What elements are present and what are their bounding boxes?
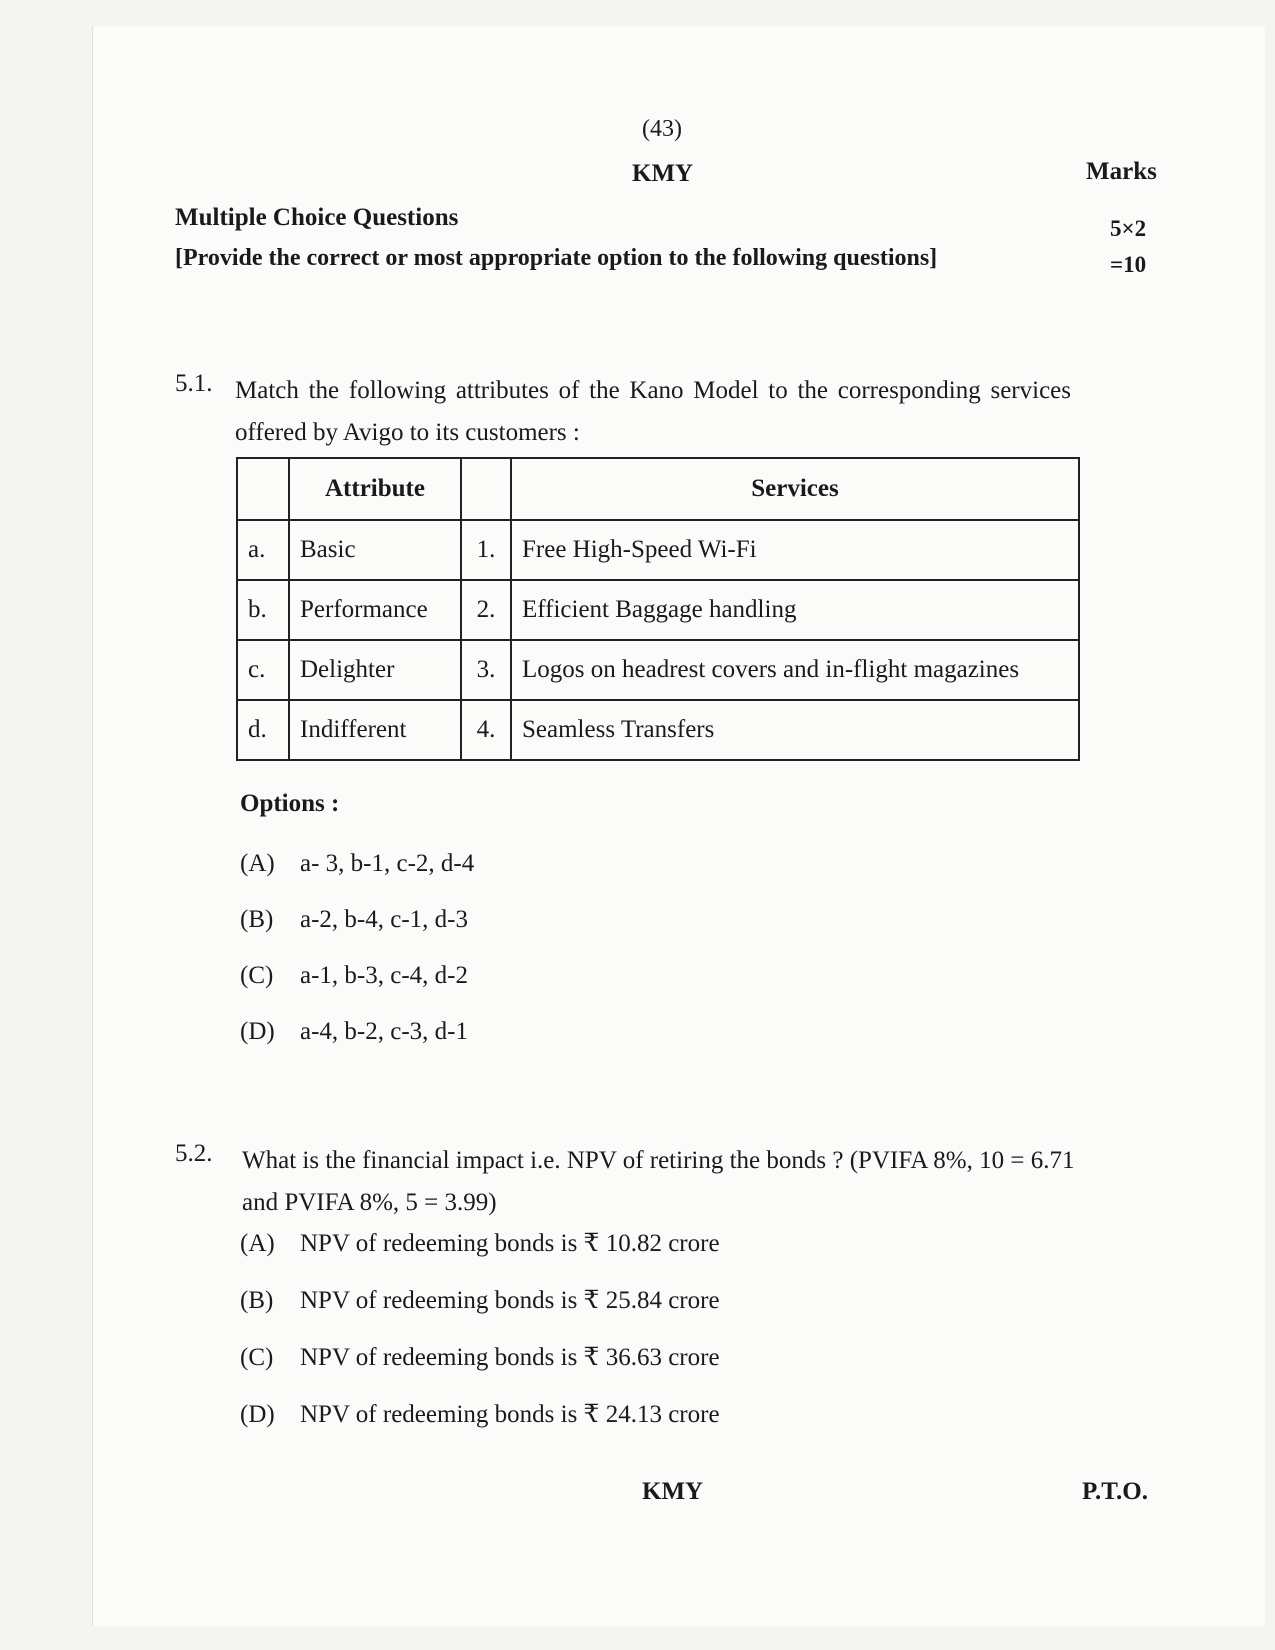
option-label: (A) bbox=[240, 1230, 275, 1257]
table-header-blank bbox=[237, 458, 289, 520]
option-label: (C) bbox=[240, 1344, 274, 1371]
table-row bbox=[237, 520, 1079, 580]
row-attribute: Basic bbox=[289, 520, 461, 580]
table-header-attribute: Attribute bbox=[289, 458, 461, 520]
row-service: Free High-Speed Wi-Fi bbox=[511, 520, 1079, 580]
row-number: 4. bbox=[461, 700, 511, 760]
row-key: b. bbox=[237, 580, 289, 640]
option-a bbox=[240, 1228, 720, 1258]
option-text: a-2, b-4, c-1, d-3 bbox=[300, 906, 468, 933]
table-header-blank bbox=[461, 458, 511, 520]
table-header-row bbox=[237, 458, 1079, 520]
row-number: 1. bbox=[461, 520, 511, 580]
option-c bbox=[240, 1342, 720, 1372]
question-text: Match the following attributes of the Kano Model to the corresponding services offered by Avigo to its customers : bbox=[235, 377, 1071, 446]
marks-value-line2: =10 bbox=[1110, 252, 1147, 277]
row-service: Seamless Transfers bbox=[511, 700, 1079, 760]
option-text: a- 3, b-1, c-2, d-4 bbox=[300, 850, 475, 877]
row-number: 2. bbox=[461, 580, 511, 640]
footer-code: KMY bbox=[642, 1478, 704, 1505]
option-text: NPV of redeeming bonds is ₹ 24.13 crore bbox=[300, 1401, 720, 1428]
footer-pto: P.T.O. bbox=[1082, 1478, 1148, 1505]
row-key: c. bbox=[237, 640, 289, 700]
row-attribute: Indifferent bbox=[289, 700, 461, 760]
question-number: 5.2. bbox=[175, 1140, 213, 1167]
option-text: a-4, b-2, c-3, d-1 bbox=[300, 1018, 468, 1045]
option-b bbox=[240, 1285, 720, 1315]
marks-value-line1: 5×2 bbox=[1110, 216, 1147, 241]
option-label: (C) bbox=[240, 962, 274, 989]
table-header-services: Services bbox=[511, 458, 1079, 520]
row-service: Efficient Baggage handling bbox=[511, 580, 1079, 640]
section-title: Multiple Choice Questions bbox=[175, 204, 459, 231]
row-attribute: Performance bbox=[289, 580, 461, 640]
marks-heading: Marks bbox=[1086, 158, 1157, 185]
kano-match-table bbox=[236, 457, 1080, 761]
option-c bbox=[240, 962, 468, 990]
table-row bbox=[237, 640, 1079, 700]
option-label: (B) bbox=[240, 906, 274, 933]
option-d bbox=[240, 1399, 720, 1429]
question-number: 5.1. bbox=[175, 370, 213, 397]
option-text: NPV of redeeming bonds is ₹ 10.82 crore bbox=[300, 1230, 720, 1257]
option-text: NPV of redeeming bonds is ₹ 36.63 crore bbox=[300, 1344, 720, 1371]
options-title: Options : bbox=[240, 790, 340, 817]
option-a bbox=[240, 850, 474, 878]
option-b bbox=[240, 906, 468, 934]
row-number: 3. bbox=[461, 640, 511, 700]
page-number: (43) bbox=[642, 116, 682, 142]
row-key: a. bbox=[237, 520, 289, 580]
table-row bbox=[237, 700, 1079, 760]
row-service: Logos on headrest covers and in-flight magazines bbox=[511, 640, 1079, 700]
question-text: What is the financial impact i.e. NPV of retiring the bonds ? (PVIFA 8%, 10 = 6.71 and PVIFA 8%, 5 = 3.99) bbox=[242, 1147, 1075, 1216]
table-row bbox=[237, 580, 1079, 640]
row-attribute: Delighter bbox=[289, 640, 461, 700]
option-label: (B) bbox=[240, 1287, 274, 1314]
row-key: d. bbox=[237, 700, 289, 760]
option-label: (D) bbox=[240, 1401, 275, 1428]
header-code: KMY bbox=[632, 160, 694, 187]
option-label: (A) bbox=[240, 850, 275, 877]
option-d bbox=[240, 1018, 468, 1046]
option-text: NPV of redeeming bonds is ₹ 25.84 crore bbox=[300, 1287, 720, 1314]
section-instruction: [Provide the correct or most appropriate option to the following questions] bbox=[175, 245, 938, 271]
option-label: (D) bbox=[240, 1018, 275, 1045]
option-text: a-1, b-3, c-4, d-2 bbox=[300, 962, 468, 989]
